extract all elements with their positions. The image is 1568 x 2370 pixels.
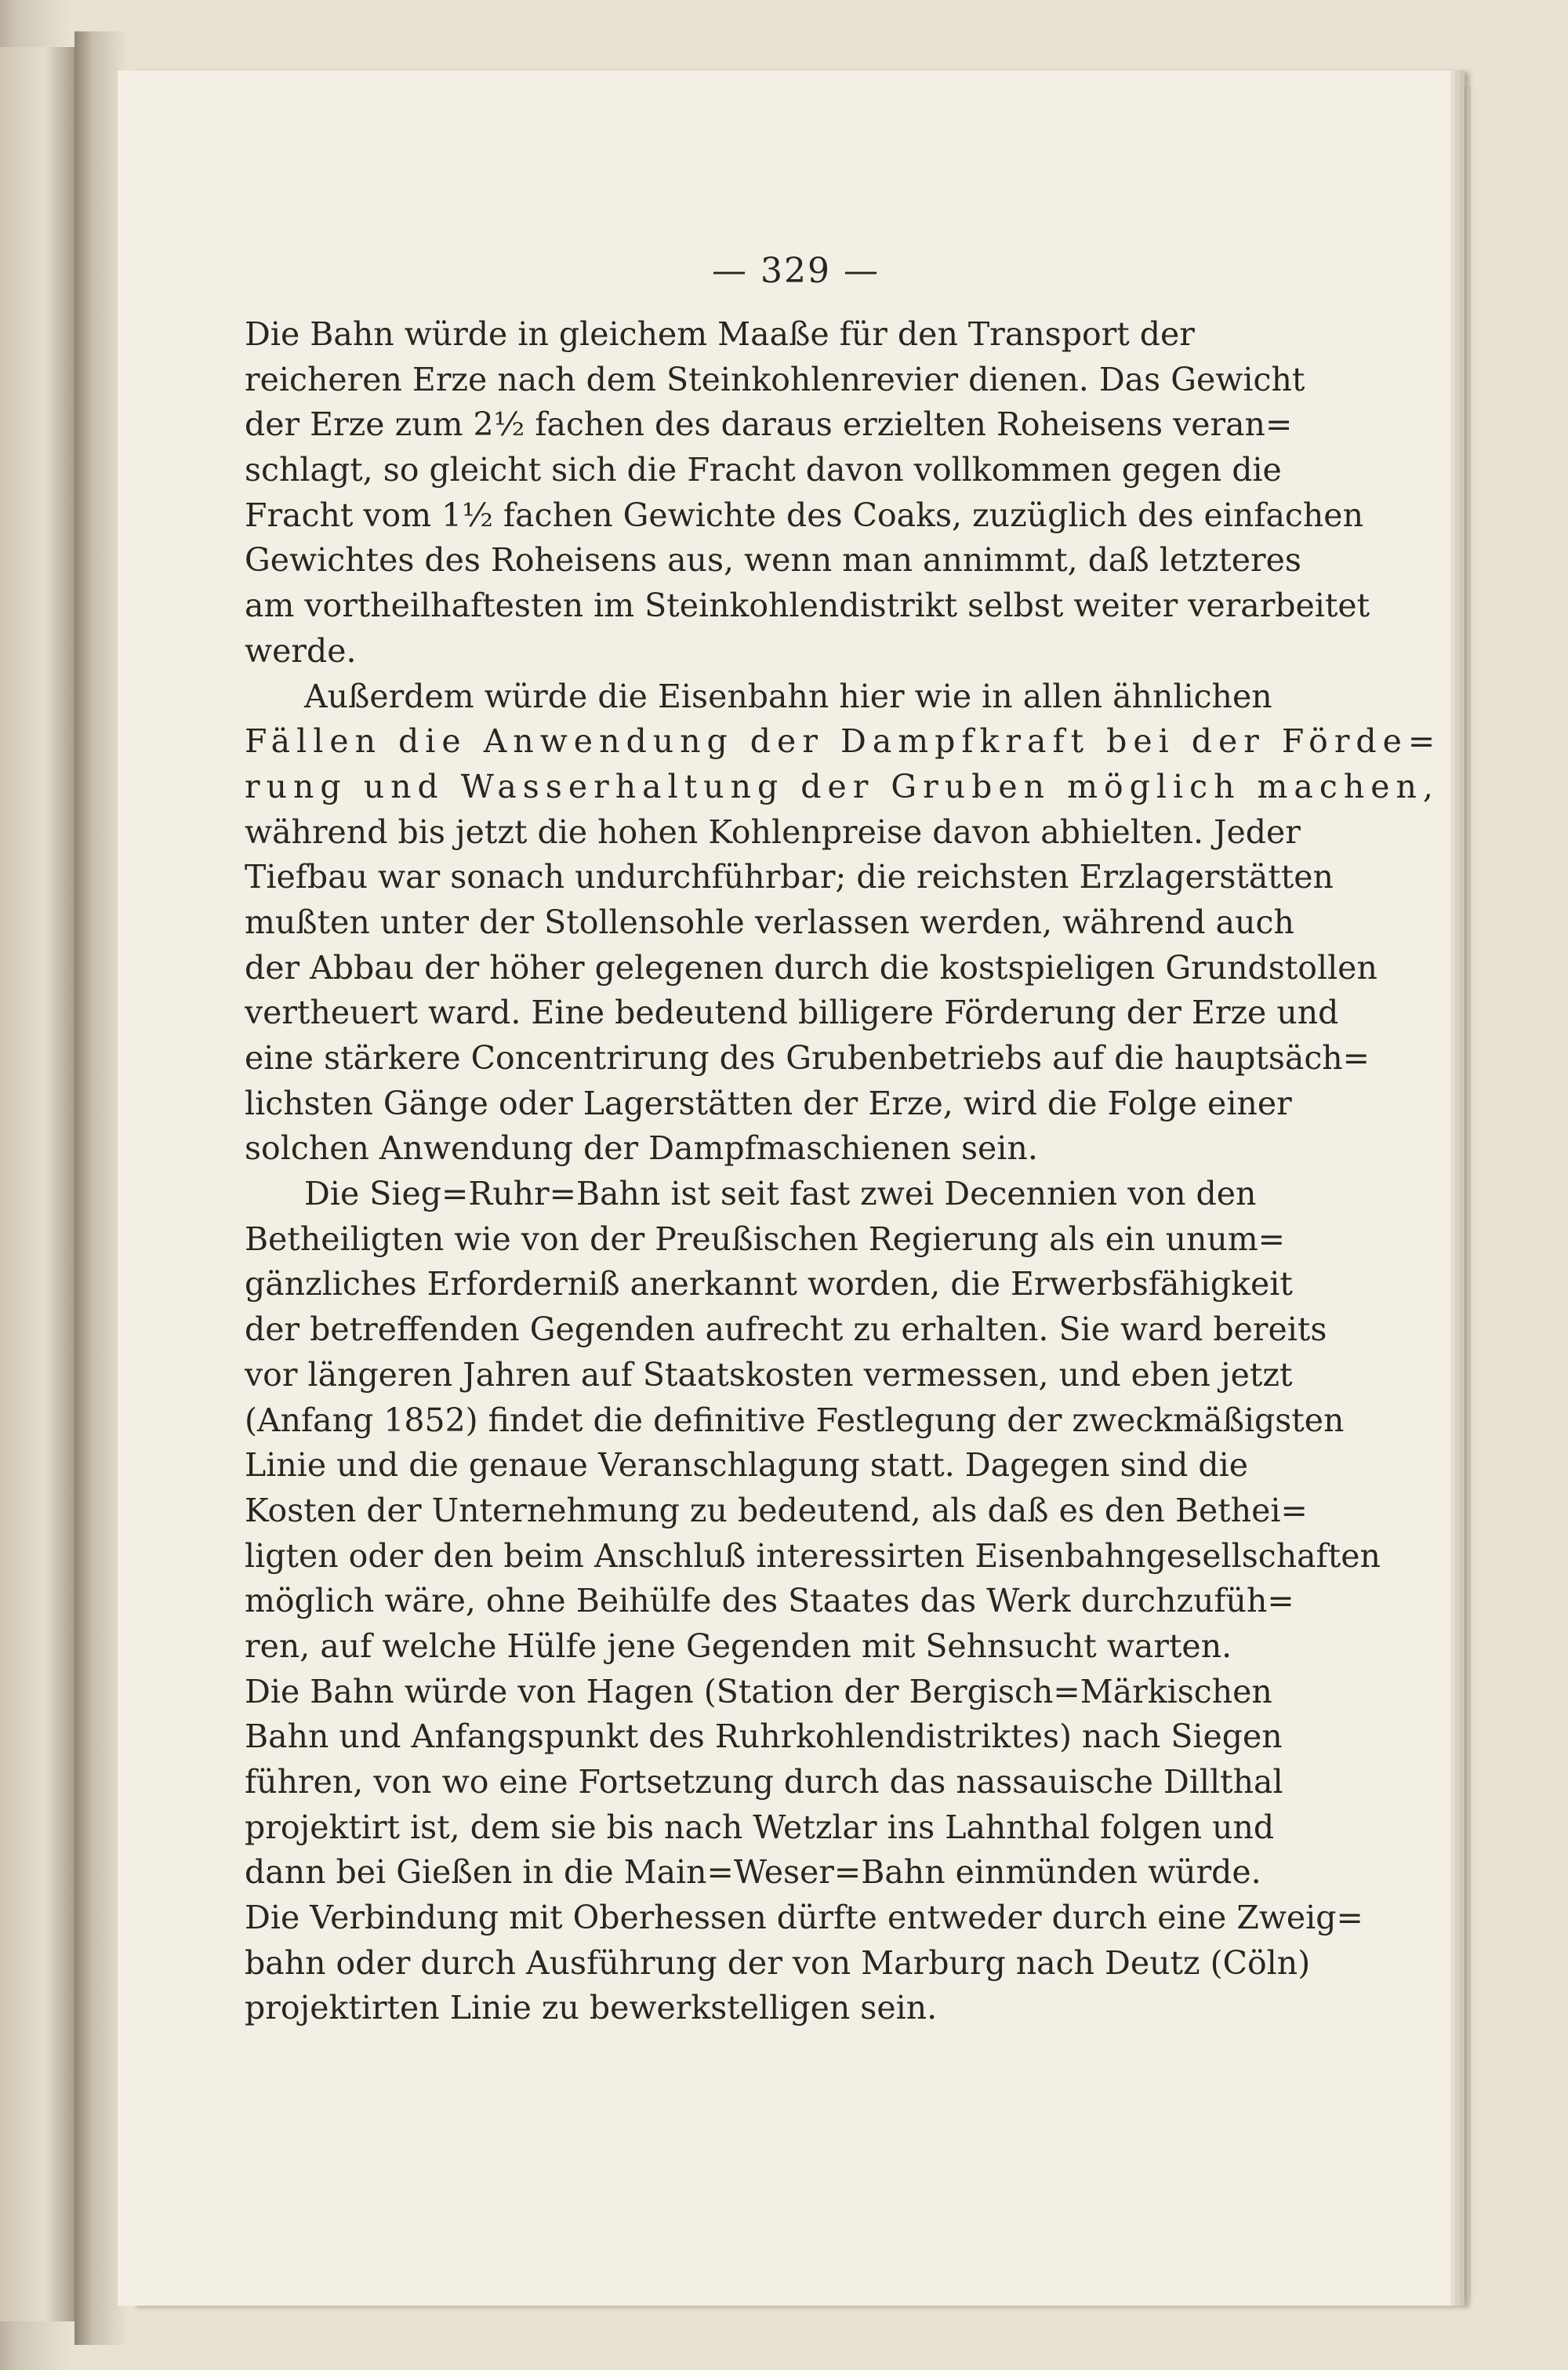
text-line: Die Bahn würde in gleichem Maaße für den Transport der: [245, 315, 1195, 353]
text-line: mußten unter der Stollensohle verlassen werden, während auch: [245, 903, 1294, 941]
page-number: — 329 —: [712, 251, 880, 291]
text-line: reicheren Erze nach dem Steinkohlenrevier dienen. Das Gewicht: [245, 360, 1305, 398]
text-line: vor längeren Jahren auf Staatskosten vermessen, und eben jetzt: [245, 1355, 1293, 1394]
text-line: lichsten Gänge oder Lagerstätten der Erze, wird die Folge einer: [245, 1084, 1292, 1122]
text-line: gänzliches Erforderniß anerkannt worden, die Erwerbsfähigkeit: [245, 1265, 1293, 1303]
text-line: Fracht vom 1½ fachen Gewichte des Coaks, zuzüglich des einfachen: [245, 496, 1363, 534]
text-line: möglich wäre, ohne Beihülfe des Staates das Werk durchzufüh=: [245, 1582, 1294, 1620]
text-line: Die Sieg=Ruhr=Bahn ist seit fast zwei Decennien von den: [304, 1175, 1257, 1213]
text-line: Die Verbindung mit Oberhessen dürfte entweder durch eine Zweig=: [245, 1899, 1363, 1937]
text-line: Außerdem würde die Eisenbahn hier wie in allen ähnlichen: [304, 677, 1272, 715]
text-line: Tiefbau war sonach undurchführbar; die reichsten Erzlagerstätten: [245, 858, 1334, 896]
text-line: Kosten der Unternehmung zu bedeutend, als daß es den Bethei=: [245, 1491, 1308, 1529]
text-line: der betreffenden Gegenden aufrecht zu erhalten. Sie ward bereits: [245, 1310, 1327, 1349]
text-line: Betheiligten wie von der Preußischen Regierung als ein unum=: [245, 1220, 1286, 1258]
text-line: der Abbau der höher gelegenen durch die kostspieligen Grundstollen: [245, 948, 1377, 987]
text-line: Gewichtes des Roheisens aus, wenn man annimmt, daß letzteres: [245, 541, 1301, 580]
text-line: dann bei Gießen in die Main=Weser=Bahn einmünden würde.: [245, 1853, 1261, 1892]
text-line: solchen Anwendung der Dampfmaschienen sein.: [245, 1129, 1038, 1168]
text-line: schlagt, so gleicht sich die Fracht davon vollkommen gegen die: [245, 451, 1282, 489]
text-line: vertheuert ward. Eine bedeutend billigere Förderung der Erze und: [245, 994, 1339, 1032]
text-line: Bahn und Anfangspunkt des Ruhrkohlendistriktes) nach Siegen: [245, 1718, 1283, 1756]
text-line: werde.: [245, 631, 357, 670]
text-line: ligten oder den beim Anschluß interessirten Eisenbahngesellschaften: [245, 1536, 1381, 1575]
body-text: [245, 312, 1442, 2031]
text-line: der Erze zum 2½ fachen des daraus erzielten Roheisens veran=: [245, 405, 1293, 444]
text-line: projektirten Linie zu bewerkstelligen sein.: [245, 1989, 938, 2027]
text-line: während bis jetzt die hohen Kohlenpreise davon abhielten. Jeder: [245, 812, 1301, 851]
text-line: Die Bahn würde von Hagen (Station der Bergisch=Märkischen: [245, 1672, 1272, 1710]
text-line: führen, von wo eine Fortsetzung durch das nassauische Dillthal: [245, 1763, 1283, 1801]
text-line: Fällen die Anwendung der Dampfkraft bei der Förde=: [245, 722, 1442, 761]
text-line: ren, auf welche Hülfe jene Gegenden mit Sehnsucht warten.: [245, 1627, 1232, 1665]
facing-page-edge: [0, 47, 74, 2321]
text-line: rung und Wasserhaltung der Gruben möglich machen,: [245, 767, 1439, 805]
text-line: Linie und die genaue Veranschlagung statt. Dagegen sind die: [245, 1446, 1249, 1485]
text-line: am vortheilhaftesten im Steinkohlendistrikt selbst weiter verarbeitet: [245, 587, 1370, 625]
text-line: (Anfang 1852) findet die definitive Festlegung der zweckmäßigsten: [245, 1401, 1345, 1439]
text-line: projektirt ist, dem sie bis nach Wetzlar ins Lahnthal folgen und: [245, 1808, 1275, 1846]
text-line: eine stärkere Concentrirung des Grubenbetriebs auf die hauptsäch=: [245, 1039, 1370, 1077]
text-line: bahn oder durch Ausführung der von Marburg nach Deutz (Cöln): [245, 1943, 1311, 1982]
